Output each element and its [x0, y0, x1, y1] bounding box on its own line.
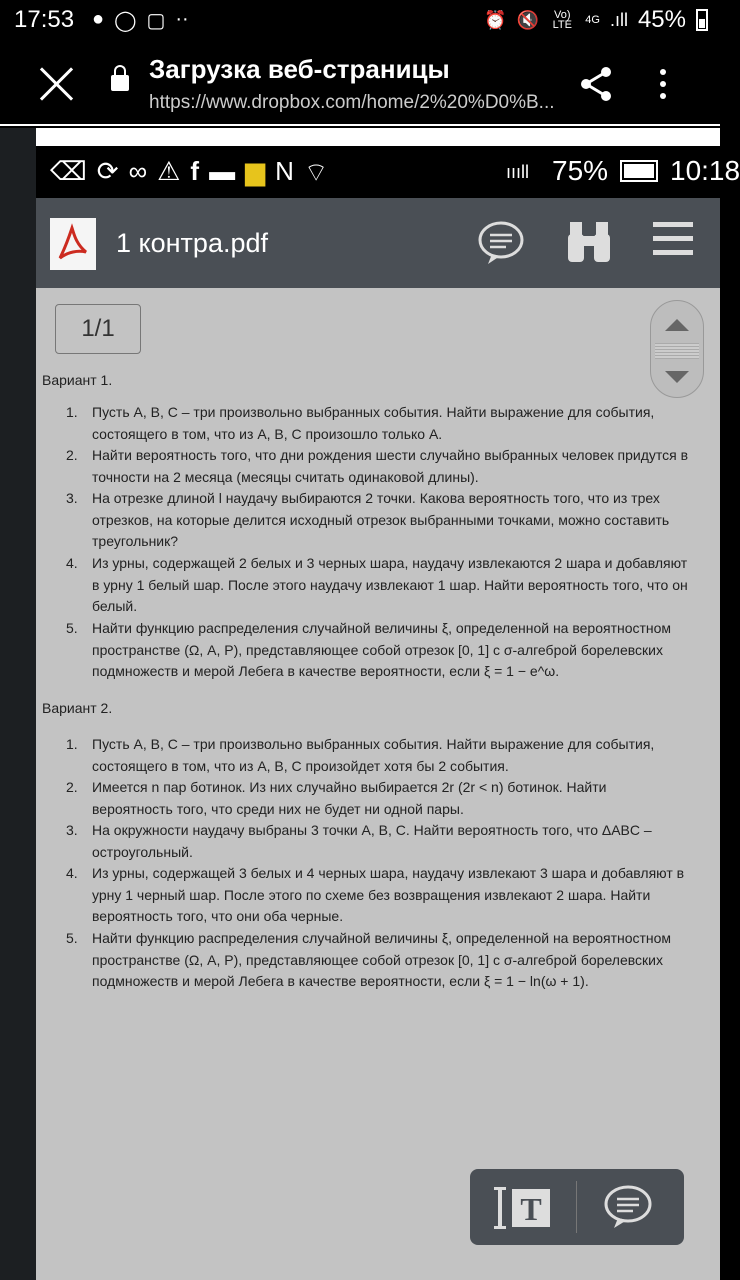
status-time: 17:53	[14, 6, 75, 33]
left-strip	[0, 128, 36, 1280]
variant-heading: Вариант 1.	[42, 372, 113, 388]
url-text[interactable]: https://www.dropbox.com/home/2%20%D0%B...	[149, 92, 555, 113]
folder-icon: ▆	[245, 156, 266, 186]
item-line: Пусть A, B, C – три произвольно выбранных события. Найти выражение для события,	[92, 404, 655, 420]
item-line: подмножеств и мерой Лебега в качестве вероятности, если ξ = 1 − e^ω.	[92, 663, 560, 679]
wifi-icon: ⌔	[303, 157, 329, 187]
item-line: урну 1 черный шар. После этого по схеме без возвращения извлекают 2 шара. Найти	[92, 886, 651, 903]
nfc-icon: N	[275, 156, 294, 186]
item-line: состоящего в том, что из A, B, C произойдет хотя бы 2 события.	[92, 757, 509, 774]
network-type: 4G	[585, 14, 600, 26]
backspace-icon: ⌫	[50, 156, 87, 186]
share-icon[interactable]	[578, 66, 614, 102]
app-icon: ∞	[128, 156, 148, 186]
status-right	[484, 6, 708, 34]
comment-icon[interactable]	[476, 218, 526, 273]
item-line: белый.	[92, 598, 138, 614]
battery-percent: 45%	[637, 6, 686, 33]
item-number: 3.	[66, 490, 78, 506]
item-line: На окружности наудачу выбраны 3 точки A, B, C. Найти вероятность того, что ΔABC –	[92, 822, 652, 838]
close-icon[interactable]	[38, 66, 74, 102]
hamburger-menu-icon[interactable]	[653, 222, 695, 264]
lock-icon	[111, 75, 129, 91]
item-number: 5.	[66, 930, 78, 946]
comment-icon[interactable]	[602, 1183, 654, 1236]
notification-icons	[92, 8, 189, 33]
item-line: Из урны, содержащей 3 белых и 4 черных шара, наудачу извлекают 3 шара и добавляют в	[92, 865, 685, 881]
facebook-icon: f	[190, 156, 200, 186]
whatsapp-icon: ◯	[114, 10, 137, 32]
item-line: На отрезке длиной l наудачу выбираются 2 точки. Какова вероятность того, что из трех	[92, 490, 660, 506]
item-line: в урну 1 белый шар. После этого наудачу извлекают 1 шар. Найти вероятность того, что он	[92, 576, 688, 593]
adobe-pdf-icon[interactable]	[50, 218, 96, 270]
top-gap	[36, 128, 720, 146]
item-number: 2.	[66, 779, 78, 795]
item-line: подмножеств и мерой Лебега в качестве вероятности, если ξ = 1 − ln(ω + 1).	[92, 973, 589, 989]
item-line: состоящего в том, что из A, B, C произошло только A.	[92, 425, 443, 442]
svg-text:T: T	[520, 1191, 542, 1227]
item-line: Из урны, содержащей 2 белых и 3 черных шара, наудачу извлекаются 2 шара и добавляют	[92, 555, 688, 571]
text-tool-icon[interactable]	[494, 1185, 554, 1236]
warning-icon: ⚠	[157, 156, 181, 186]
scroll-grip[interactable]	[655, 343, 699, 359]
inner-notification-icons	[50, 156, 328, 189]
page-scroller[interactable]	[650, 300, 704, 398]
item-line: вероятность того, что среди них не будет ни одной пары.	[92, 800, 464, 817]
item-line: точности на 2 месяца (месяцы считать одинаковой длины).	[92, 468, 479, 485]
item-number: 4.	[66, 555, 78, 571]
item-line: пространстве (Ω, A, P), представляющее собой отрезок [0, 1] с σ-алгеброй борелевских	[92, 641, 663, 658]
item-line: Найти функцию распределения случайной величины ξ, определенной на вероятностном	[92, 620, 672, 636]
item-line: отрезков, на которые делится исходный отрезок выбранными точками, можно составить	[92, 511, 670, 528]
item-line: вероятность того, что они оба черные.	[92, 908, 344, 924]
message-icon: ▬	[209, 156, 236, 186]
variant-heading: Вариант 2.	[42, 700, 113, 716]
volte-label: Vo) LTE	[552, 9, 572, 31]
item-number: 2.	[66, 447, 78, 463]
signal-icon: .ıll	[609, 9, 628, 30]
scroll-down-icon[interactable]	[665, 371, 689, 383]
item-line: треугольник?	[92, 533, 179, 549]
more-vertical-icon[interactable]	[660, 69, 668, 99]
floating-toolbar	[470, 1169, 684, 1245]
inner-status-bar	[36, 146, 740, 198]
instagram-icon: ▢	[146, 10, 166, 32]
more-notifications-icon: ··	[175, 8, 189, 30]
mute-icon: 🔇	[516, 9, 540, 30]
battery-icon	[696, 9, 708, 31]
item-number: 5.	[66, 620, 78, 636]
inner-battery-percent: 75%	[552, 155, 609, 186]
document-title: 1 контра.pdf	[116, 228, 268, 258]
item-number: 1.	[66, 736, 78, 752]
chat-bubble-icon: ●	[92, 8, 105, 30]
item-number: 3.	[66, 822, 78, 838]
item-number: 4.	[66, 865, 78, 881]
alarm-icon: ⏰	[484, 9, 507, 30]
item-number: 1.	[66, 404, 78, 420]
page-indicator[interactable]: 1/1	[55, 304, 141, 354]
toolbar-divider	[576, 1181, 577, 1233]
page-title: Загрузка веб-страницы	[149, 54, 450, 84]
item-line: Пусть A, B, C – три произвольно выбранных события. Найти выражение для события,	[92, 736, 655, 752]
item-line: Найти вероятность того, что дни рождения шести случайно выбранных человек придутся в	[92, 447, 689, 463]
binoculars-icon[interactable]	[566, 220, 612, 269]
inner-battery-icon	[620, 160, 658, 182]
item-line: Найти функцию распределения случайной величины ξ, определенной на вероятностном	[92, 930, 672, 946]
adobe-app-bar	[36, 198, 720, 288]
scroll-up-icon[interactable]	[665, 319, 689, 331]
item-line: остроугольный.	[92, 843, 193, 860]
browser-header	[0, 42, 720, 126]
sync-icon: ⟳	[96, 156, 119, 186]
pdf-page	[36, 288, 720, 1280]
item-line: Имеется n пар ботинок. Из них случайно выбирается 2r (2r < n) ботинок. Найти	[92, 779, 607, 795]
phone-status-bar	[0, 0, 720, 42]
inner-signal-icon: ıııll	[506, 162, 530, 182]
inner-time: 10:18	[670, 155, 740, 186]
item-line: пространстве (Ω, A, P), представляющее собой отрезок [0, 1] с σ-алгеброй борелевских	[92, 951, 663, 968]
